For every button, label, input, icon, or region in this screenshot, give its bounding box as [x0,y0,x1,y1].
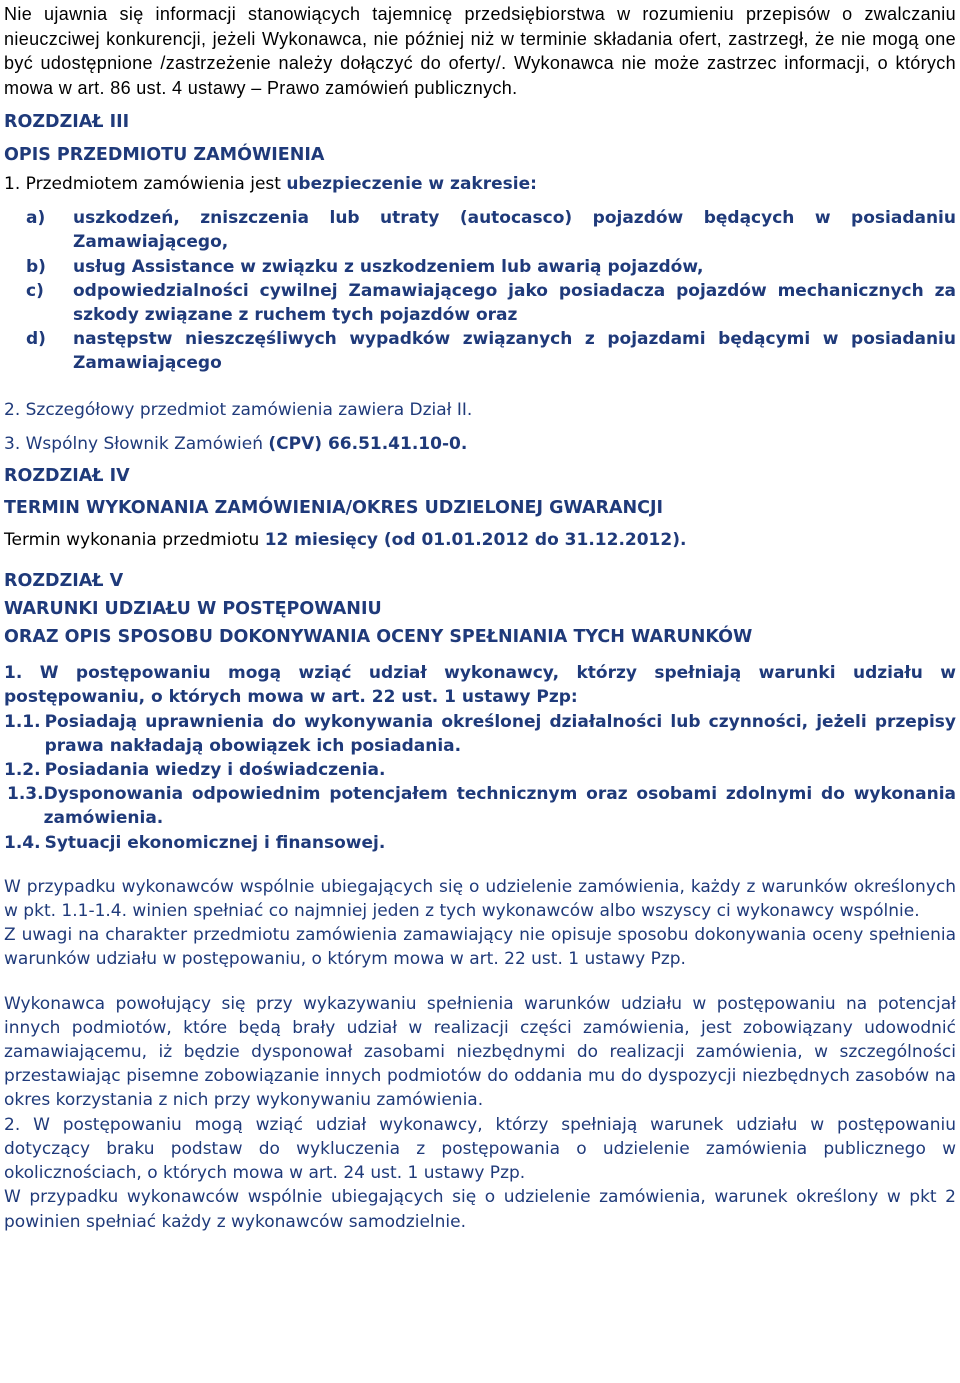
chapter-4-title: TERMIN WYKONANIA ZAMÓWIENIA/OKRES UDZIELONEJ GWARANCJI [4,498,664,519]
list-item [4,206,956,254]
joint-exclusion-paragraph: W przypadku wykonawców wspólnie ubiegających się o udzielenie zamówienia, warunek określony w pkt 2 powinien spełniać każdy z wykonawców samodzielnie. [4,1187,956,1232]
chapter-5-heading: ROZDZIAŁ V [4,571,124,592]
list-marker: d) [26,329,46,350]
condition-item [4,758,956,782]
list-text: usług Assistance w związku z uszkodzeniem lub awarią pojazdów, [73,256,704,277]
subject-lead: 1. Przedmiotem zamówienia jest [4,174,287,194]
joint-bidders-paragraph: W przypadku wykonawców wspólnie ubiegających się o udzielenie zamówienia, każdy z warunków określonych w pkt. 1.1-1.4. winien spełniać co najmniej jeden z tych wykonawców albo wszyscy ci wykonawcy wspólnie. [4,876,956,922]
condition-item [4,710,956,758]
condition-marker: 1.3. [7,784,44,805]
resources-paragraph: Wykonawca powołujący się przy wykazywaniu spełnienia warunków udziału w postępowaniu na potencjał innych podmiotów, które będą brały udział w realizacji części zamówienia, jest zobowiązany udowodnić zamawiającemu, iż będzie dysponował zasobami niezbędnymi do realizacji zamówienia, w szczególności przestawiając pisemne zobowiązanie innych podmiotów do oddania mu do dyspozycji niezbędnych zasobów na okres korzystania z nich przy wykonywaniu zamówienia. [4,993,956,1111]
list-marker: a) [26,208,46,229]
chapter-5-title-2: ORAZ OPIS SPOSOBU DOKONYWANIA OCENY SPEŁNIANIA TYCH WARUNKÓW [4,627,753,648]
list-text: następstw nieszczęśliwych wypadków związanych z pojazdami będącymi w posiadaniu Zamawiającego [73,329,956,374]
condition-item [4,831,956,855]
list-text: uszkodzeń, zniszczenia lub utraty (autocasco) pojazdów będących w posiadaniu Zamawiającego, [73,208,956,253]
list-item [4,279,956,327]
chapter-3-heading: ROZDZIAŁ III [4,112,130,132]
chapter-4-heading: ROZDZIAŁ IV [4,466,130,487]
condition-item [4,782,956,830]
document-page [4,0,956,1234]
scope-list [4,206,956,375]
list-item [4,255,956,279]
cpv-code: (CPV) 66.51.41.10-0. [268,433,468,454]
subject-bold: ubezpieczenie w zakresie: [286,174,537,194]
chapter-3-title: OPIS PRZEDMIOTU ZAMÓWIENIA [4,145,325,165]
conditions-paragraph: 1. W postępowaniu mogą wziąć udział wykonawcy, którzy spełniają warunki udziału w postępowaniu, o których mowa w art. 22 ust. 1 ustawy Pzp: [4,663,956,708]
assessment-paragraph: Z uwagi na charakter przedmiotu zamówienia zamawiający nie opisuje sposobu dokonywania oceny spełnienia warunków udziału w postępowaniu, o którym mowa w art. 22 ust. 1 ustawy Pzp. [4,925,956,970]
list-marker: b) [26,256,46,277]
cpv-lead: 3. Wspólny Słownik Zamówień [4,433,269,454]
cpv-paragraph [4,432,956,456]
term-paragraph [4,528,956,552]
list-item [4,327,956,375]
list-text: odpowiedzialności cywilnej Zamawiającego jako posiadacza pojazdów mechanicznych za szkody związane z ruchem tych pojazdów oraz [73,280,956,326]
condition-marker: 1.4. [4,832,41,853]
list-marker: c) [26,280,44,301]
term-lead: Termin wykonania przedmiotu [4,530,265,551]
condition-marker: 1.1. [4,711,41,732]
exclusion-paragraph: 2. W postępowaniu mogą wziąć udział wykonawcy, którzy spełniają warunek udziału w postępowaniu dotyczący braku podstaw do wykluczenia z postępowania o udzielenie zamówienia publicznego w okolicznościach, o których mowa w art. 24 ust. 1 ustawy Pzp. [4,1114,956,1184]
detail-paragraph: 2. Szczegółowy przedmiot zamówienia zawiera Dział II. [4,399,473,420]
condition-text: Posiadają uprawnienia do wykonywania określonej działalności lub czynności, jeżeli przepisy prawa nakładają obowiązek ich posiadania. [44,711,956,756]
term-bold: 12 miesięcy (od 01.01.2012 do 31.12.2012). [264,530,687,551]
condition-text: Sytuacji ekonomicznej i finansowej. [44,832,386,853]
condition-marker: 1.2. [4,760,41,781]
intro-paragraph: Nie ujawnia się informacji stanowiących tajemnicę przedsiębiorstwa w rozumieniu przepisów o zwalczaniu nieuczciwej konkurencji, jeżeli Wykonawca, nie później niż w terminie składania ofert, zastrzegł, że nie mogą one być udostępnione /zastrzeżenie należy dołączyć do oferty/. Wykonawca nie może zastrzec informacji, o których mowa w art. 86 ust. 4 ustawy – Prawo zamówień publicznych. [4,4,956,98]
chapter-5-title-1: WARUNKI UDZIAŁU W POSTĘPOWANIU [4,599,382,620]
condition-text: Posiadania wiedzy i doświadczenia. [44,760,386,781]
condition-text: Dysponowania odpowiednim potencjałem technicznym oraz osobami zdolnymi do wykonania zamówienia. [43,784,956,829]
subject-paragraph [4,172,956,196]
